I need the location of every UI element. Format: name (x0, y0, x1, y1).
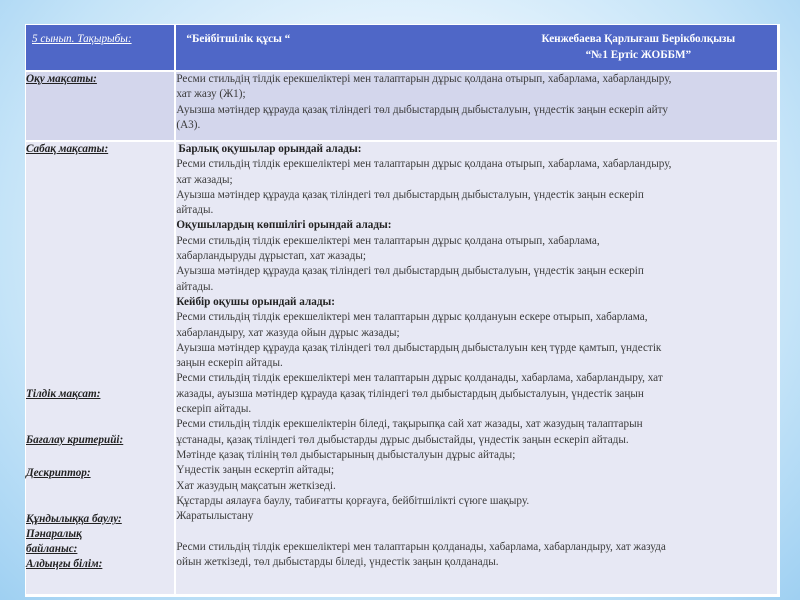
school-name: “№1 Ертіс ЖОББМ” (585, 48, 692, 61)
text-line: Ресми стильдің тілдік ерекшеліктері мен талаптарын дұрыс қолдануын ескере отырып, хабарлама, (176, 311, 648, 324)
header-row (26, 25, 779, 72)
text-line: Ресми стильдің тілдік ерекшеліктері мен талаптарын қолданады, хабарлама, хабарландыру, хат жазуда (176, 540, 666, 553)
lesson-details-labels-cell (26, 142, 176, 596)
text-line: Ауызша мәтіндер құрауда қазақ тіліндегі төл дыбыстардың дыбысталуын, үндестік заңын ескеріп (176, 188, 644, 201)
text-line: Ресми стильдің тілдік ерекшеліктері мен талаптарын дұрыс қолдана отырып, хабарлама, хабарландыру, (176, 73, 672, 85)
author-name: Кенжебаева Қарлығаш Берікболқызы (541, 33, 736, 45)
lesson-topic: “Бейбітшілік құсы “ (186, 33, 291, 45)
text-line: хат жазады; (176, 173, 233, 186)
assessment-criteria-section (176, 417, 777, 448)
header-label-cell (26, 25, 176, 72)
learning-objectives-label-cell (26, 72, 176, 142)
prior-knowledge-section (176, 540, 777, 571)
language-objective-section (176, 371, 777, 417)
prior-knowledge-label: Алдыңғы білім: (26, 558, 103, 570)
text-line: жазады, ауызша мәтіндер құрауда қазақ тіліндегі төл дыбыстардың дыбысталуын, үндестік заңын (176, 387, 644, 400)
lesson-objectives-label: Сабақ мақсаты: (26, 143, 109, 155)
all-students-section (176, 142, 777, 218)
values-label: Құндылыққа баулу: (26, 513, 122, 525)
text-line: Ресми стильдің тілдік ерекшеліктері мен талаптарын дұрыс қолданады, хабарлама, хабарландыру, хат (176, 372, 663, 385)
cross-curricular-label-1: Пәнаралық (26, 528, 82, 540)
language-objective-label: Тілдік мақсат: (26, 388, 101, 400)
cross-curricular-text: Жаратылыстану (176, 510, 254, 523)
text-line: хат жазу (Ж1); (176, 88, 246, 101)
most-students-heading: Оқушылардың көпшілігі орындай алады: (176, 219, 392, 232)
text-line: Үндестік заңын ескертіп айтады; (176, 464, 335, 477)
lesson-plan-table (25, 24, 780, 597)
text-line: (А3). (176, 118, 201, 131)
text-line: Ауызша мәтіндер құрауда қазақ тіліндегі төл дыбыстардың дыбысталуын, үндестік заңын ескеріп айту (176, 103, 668, 116)
text-line: айтады. (176, 280, 214, 293)
learning-objectives-row (26, 72, 779, 142)
text-line: ұстанады, қазақ тіліндегі төл дыбыстарды дұрыс дыбыстайды, үндестік заңын ескеріп айтады. (176, 433, 629, 446)
text-line: Хат жазудың мақсатын жеткізеді. (176, 479, 336, 492)
some-students-heading: Кейбір оқушы орындай алады: (176, 295, 335, 308)
lesson-details-row (26, 142, 779, 596)
some-students-section (176, 295, 777, 371)
grade-topic-label: 5 сынып. Тақырыбы: (32, 33, 132, 45)
text-line: хабарландыруды дұрыстап, хат жазады; (176, 250, 366, 263)
text-line: заңын ескеріп айтады. (176, 357, 283, 370)
text-line: ойын жеткізеді, төл дыбыстарды біледі, үндестік заңын қолданады. (176, 556, 499, 569)
labels-stack (26, 142, 174, 594)
text-line: айтады. (176, 204, 214, 217)
descriptor-section (176, 448, 777, 494)
text-line: Ресми стильдің тілдік ерекшеліктерін біледі, тақырыпқа сай хат жазады, хат жазудың талаптарын (176, 418, 643, 431)
learning-objectives-label: Оқу мақсаты: (26, 73, 97, 85)
spacer (176, 524, 777, 539)
text-line: Мәтінде қазақ тілінің төл дыбыстарының дыбысталуын дұрыс айтады; (176, 448, 516, 461)
assessment-criteria-label: Бағалау критерийі: (26, 434, 124, 446)
text-line: Ауызша мәтіндер құрауда қазақ тіліндегі төл дыбыстардың дыбысталуын, үндестік заңын ескеріп (176, 265, 644, 278)
values-text: Құстарды аялауға баулу, табиғатты қорғауға, бейбітшілікті сүюге шақыру. (176, 494, 530, 507)
learning-objectives-content (176, 72, 779, 142)
text-line: ескеріп айтады. (176, 403, 252, 416)
text-line: Ресми стильдің тілдік ерекшеліктері мен талаптарын дұрыс қолдана отырып, хабарлама, (176, 234, 600, 247)
all-students-heading: Барлық оқушылар орындай алады: (178, 143, 362, 155)
descriptor-label: Дескриптор: (26, 467, 91, 479)
text-line: Ресми стильдің тілдік ерекшеліктері мен талаптарын дұрыс қолдана отырып, хабарлама, хабарландыру, (176, 158, 672, 171)
lesson-details-content (176, 142, 779, 596)
text-line: Ауызша мәтіндер құрауда қазақ тіліндегі төл дыбыстардың дыбысталуын кең түрде қамтып, үндестік (176, 341, 662, 354)
most-students-section (176, 218, 777, 294)
author-block (498, 32, 778, 63)
header-info-cell (176, 25, 779, 72)
text-line: хабарландыру, хат жазуда ойын дұрыс жазады; (176, 326, 400, 339)
cross-curricular-label-2: байланыс: (26, 543, 78, 555)
